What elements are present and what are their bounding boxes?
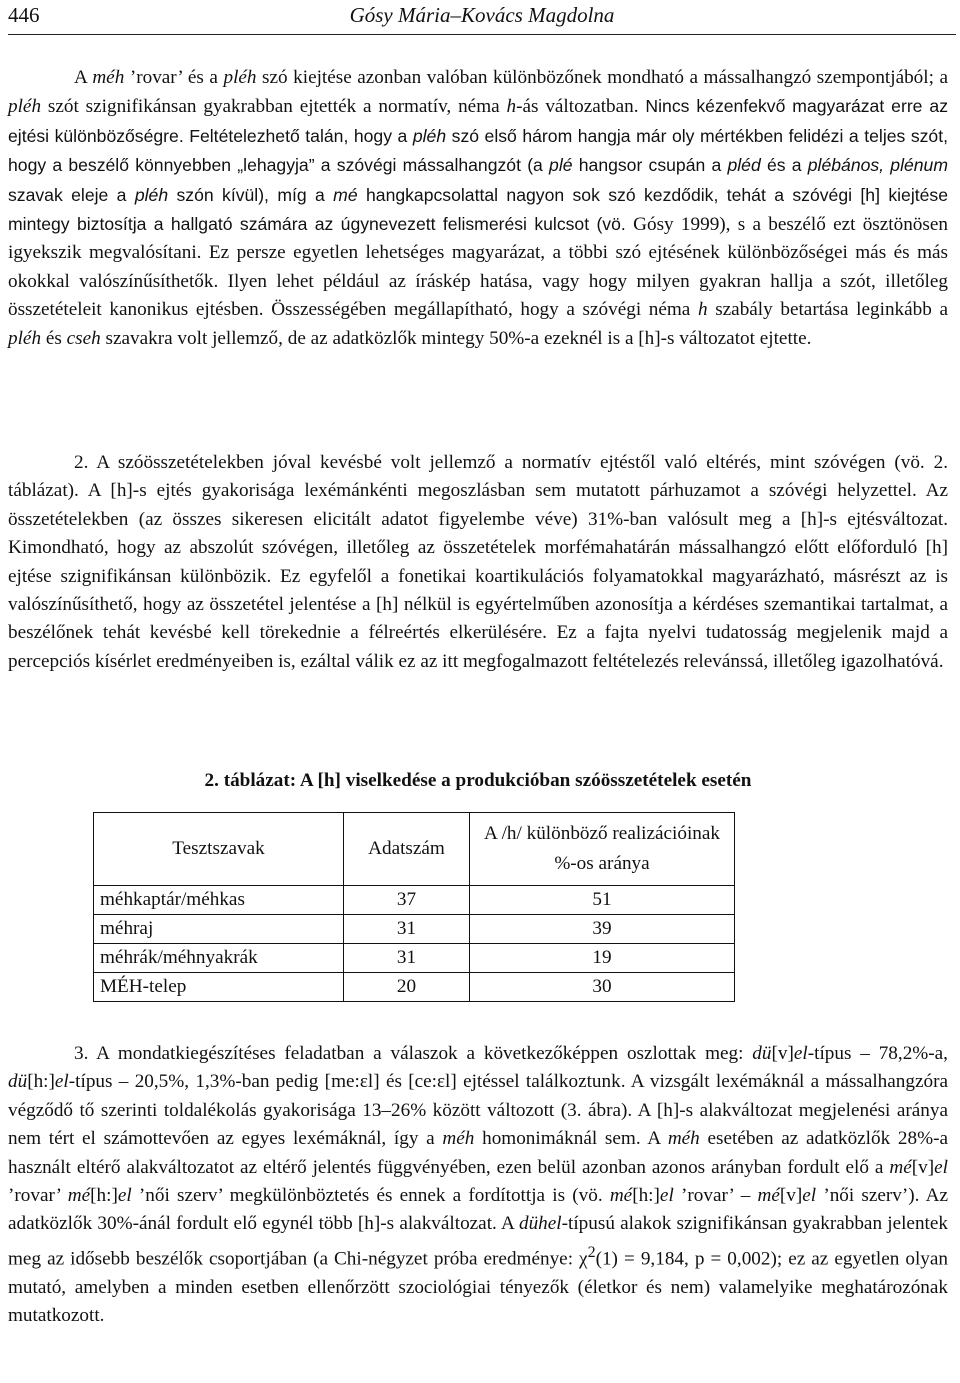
text-run: -ás változatban. (516, 96, 646, 118)
text-run: ’női szerv’ megkülönböztetés és ennek a fordítottja is (vö. (131, 1185, 610, 1207)
text-run: el (793, 1043, 808, 1064)
text-run: 2 (587, 1243, 596, 1261)
text-run: Nincs kézenfekvő magyarázat erre az ejtési különbözőségre. Feltételezhető talán, hogy a (8, 96, 948, 146)
header-adatszam: Adatszám (344, 813, 470, 886)
paragraph-3 (8, 1040, 948, 1330)
table-cell-word: MÉH-telep (94, 973, 344, 1002)
text-run: pléd (727, 155, 761, 176)
text-run: homonimáknál sem. A (474, 1128, 668, 1150)
text-run: pléh (223, 67, 257, 88)
text-run: szavak eleje a (8, 184, 135, 205)
text-run: ’rovar’ – (673, 1185, 758, 1207)
text-run: mé (609, 1185, 633, 1207)
paragraph-1-part-3 (8, 214, 948, 349)
text-run: hangkapcsolattal nagyon sok szó kezdődik, tehát a szóvégi [h] kiejtése mintegy biztosítja a hallgató számára az úgynevezett felismerési kulcsot (vö. (8, 184, 948, 235)
table-row (94, 886, 735, 915)
text-run: plébános, plénum (807, 155, 948, 176)
text-run: szó kiejtése azonban valóban különbözőnek mondható a mássalhangzó szempontjából; a (256, 67, 948, 88)
text-run: [h:] (27, 1071, 55, 1093)
table-cell-percent: 39 (470, 915, 735, 944)
header-tesztszavak: Tesztszavak (94, 813, 344, 886)
data-table (93, 812, 735, 1002)
text-run: cseh (66, 327, 101, 349)
text-run: [h:] (90, 1185, 118, 1207)
text-run: ’női szerv’). Az adatközlők 30%-ánál fordult elő egynél több [h]-s alakváltozat. A (8, 1185, 948, 1235)
page-number: 446 (8, 3, 40, 27)
text-run: mé (67, 1185, 91, 1207)
table-cell-count: 20 (344, 973, 470, 1002)
text-run: -típus – 78,2%-a, (807, 1043, 948, 1064)
table-cell-percent: 19 (470, 944, 735, 973)
text-run: szót szignifikánsan gyakrabban ejtették a normatív, néma (41, 96, 507, 118)
text-run: mé (333, 184, 358, 205)
text-run: (1) = 9,184, p = 0,002); ez az egyetlen olyan mutató, amelyben a minden esetben ellenőrzött szociológiai tényezők (életkor és nem) valamelyike meghatározónak mutatkozott. (8, 1248, 949, 1327)
table-row (94, 915, 735, 944)
text-run: [h:] (632, 1185, 660, 1207)
text-run: dü (752, 1043, 772, 1064)
text-run: ’rovar’ (8, 1185, 68, 1207)
text-run: pléh (8, 96, 42, 118)
text-run: plé (549, 155, 573, 176)
text-run: és a (760, 155, 808, 176)
paragraph-1 (8, 64, 948, 353)
table-cell-percent: 30 (470, 973, 735, 1002)
text-run: pléh (8, 327, 42, 349)
text-run: pléh (412, 125, 447, 146)
text-run: mé (757, 1185, 780, 1207)
text-run: esetében az adatközlők 28%-a használt eltérő alakváltozatot az eltérő jelentés függvényében, ezen belül azonban azonos arányban fordult elő a (8, 1128, 948, 1178)
paragraph-2: 2. A szóösszetételekben jóval kevésbé volt jellemző a normatív ejtéstől való eltérés, mint szóvégen (vö. 2. táblázat). A [h]-s ejtés gyakorisága lexémánkénti megoszlásban sem mutatott párhuzamot a szóvégi helyzettel. Az összetételekben (az összes sikeresen elicitált adatot figyelembe véve) 31%-ban valósult meg a [h]-s ejtésváltozat. Kimondható, hogy az abszolút szóvégen, illetőleg az összetételek morfémahatárán mássalhangzó előtt előforduló [h] ejtése szignifikánsan különbözik. Ez egyfelől a fonetikai koartikulációs folyamatokkal magyarázható, másrészt az is valószínűsíthető, hogy az összetétel jelentése a [h] nélkül is egyértelműben azonosítja a kérdéses szemantikai tartalmat, a beszélőnek tehát kevésbé kell törekednie a félreértés elkerülésére. Ez a fajta nyelvi tudatosság megjelenik majd a percepciós kísérlet eredményeiben is, ezáltal válik ez az itt megfogalmazott feltételezés relevánssá, illetőleg igazolhatóvá. (8, 452, 948, 672)
text-run: A (74, 67, 93, 88)
text-run: -típus – 20,5%, 1,3%-ban pedig [me:ɛl] és [ce:ɛl] ejtéssel találkoztunk. A vizsgált lexémáknál a mássalhangzóra végződő tő szerinti toldalékolás gyakorisága 13–26% között változott (3. ábra). A [h]-s alakváltozat megjelenési aránya nem tért el számottevően az egyes lexémáknál, így a (8, 1071, 948, 1150)
text-run: el (802, 1185, 817, 1207)
text-run: -típusú alakok szignifikánsan gyakrabban jelentek meg az idősebb beszélők csoportjában (a Chi-négyzet próba eredménye: χ (8, 1213, 948, 1270)
table-caption: 2. táblázat: A [h] viselkedése a produkcióban szóösszetételek esetén (204, 770, 752, 791)
text-run: méh (667, 1128, 700, 1150)
running-head: Gósy Mária–Kovács Magdolna (349, 3, 615, 27)
text-run: h (697, 299, 708, 321)
text-run: méh (92, 67, 125, 88)
text-run: szón kívül), míg a (168, 184, 334, 205)
header-arany-line-1: A /h/ különböző realizációinak (483, 823, 721, 844)
table-row (94, 973, 735, 1002)
text-run: Gósy 1999), s a beszélő ezt ösztönösen igyekszik megvalósítani. Ez persze egyetlen lehetséges magyarázat, a többi szó ejtésének különbözőségei más és más okokkal valószínűsíthetők. Ilyen lehet például az íráskép hatása, vagy hogy milyen gyakran hallja a szót, illetőleg összetételeit kanonikus ejtésben. Összességében megállapítható, hogy a szóvégi néma (8, 214, 948, 321)
text-run: [v] (779, 1185, 803, 1207)
text-run: 3. A mondatkiegészítéses feladatban a válaszok a következőképpen oszlottak meg: (74, 1043, 753, 1064)
text-run: hangsor csupán a (572, 155, 728, 176)
text-run: [v] (911, 1156, 935, 1178)
table-cell-word: méhkaptár/méhkas (94, 886, 344, 915)
table-cell-word: méhraj (94, 915, 344, 944)
text-run: méh (442, 1128, 475, 1150)
text-run: ’rovar’ és a (124, 67, 224, 88)
text-run: el (934, 1156, 948, 1178)
text-run: pléh (134, 184, 169, 205)
text-run: szavakra volt jellemző, de az adatközlők mintegy 50%-a ezeknél is a [h]-s változatot ejtette. (100, 327, 812, 349)
table-cell-percent: 51 (470, 886, 735, 915)
text-run: szabály betartása leginkább a (707, 299, 948, 321)
text-run: dü (8, 1071, 28, 1093)
text-run: mé (889, 1156, 912, 1178)
table-header-row (94, 813, 735, 886)
text-run: el (54, 1071, 69, 1093)
text-run: dühel (518, 1213, 562, 1235)
table-cell-word: méhrák/méhnyakrák (94, 944, 344, 973)
header-arany (470, 813, 735, 886)
table-cell-count: 31 (344, 944, 470, 973)
text-run: és (41, 327, 67, 349)
table-row (94, 944, 735, 973)
page-header (8, 0, 956, 35)
text-run: el (117, 1185, 132, 1207)
text-run: [v] (771, 1043, 794, 1064)
header-arany-line-2: %-os aránya (554, 853, 650, 874)
text-run: el (659, 1185, 674, 1207)
table-cell-count: 31 (344, 915, 470, 944)
text-run: szó első három hangja már oly mértékben felidézi a teljes szót, hogy a beszélő könnyebben „lehagyja” a szóvégi mássalhangzót (a (8, 125, 948, 176)
table-cell-count: 37 (344, 886, 470, 915)
text-run: h (506, 96, 517, 118)
